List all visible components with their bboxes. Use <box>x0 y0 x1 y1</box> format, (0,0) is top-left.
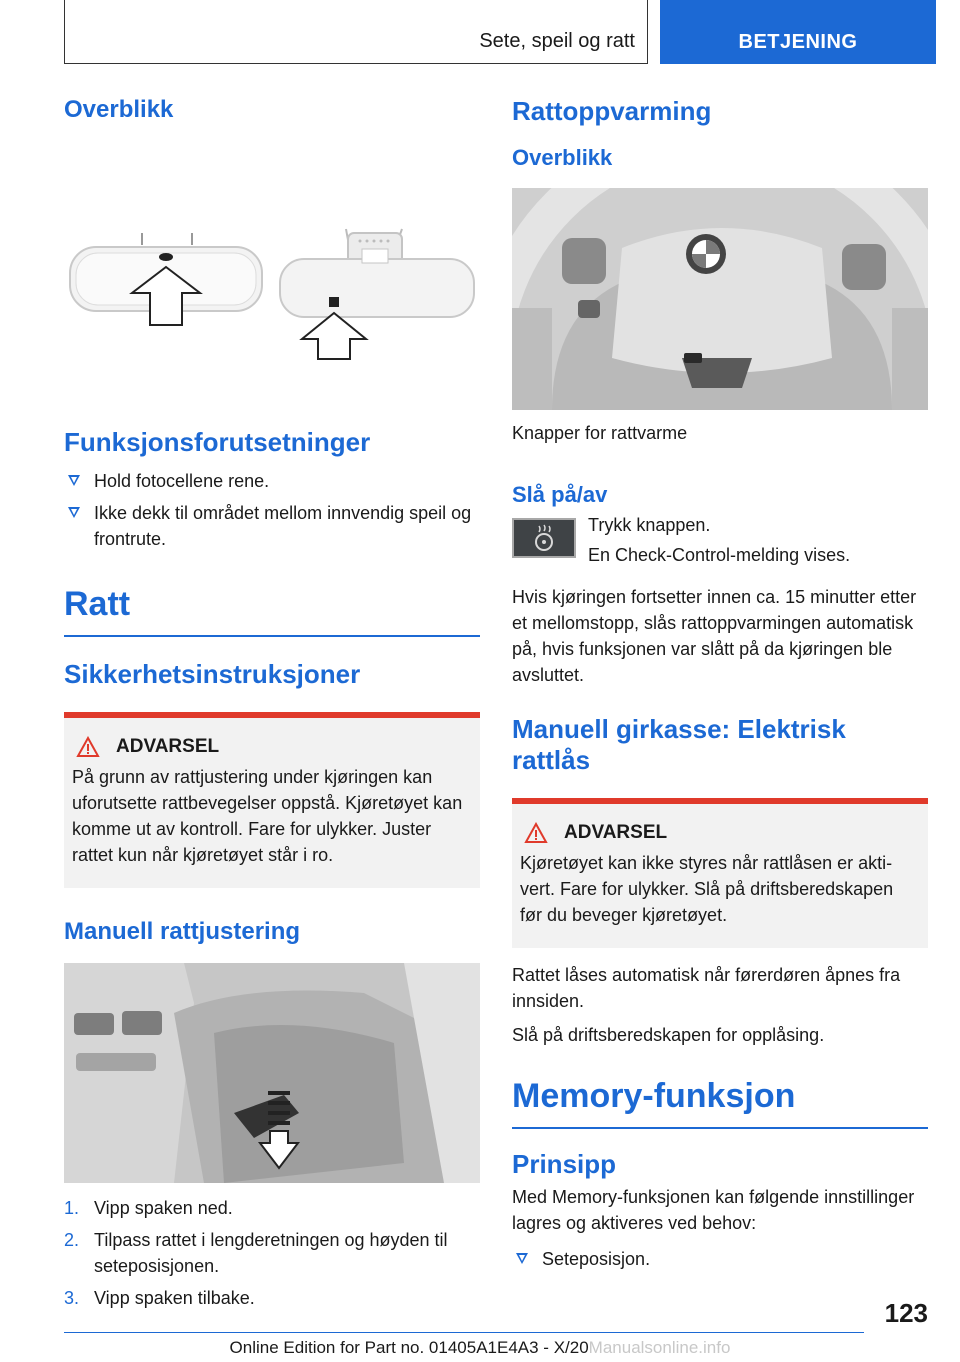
ratt-heading: Ratt <box>64 584 480 637</box>
page-number: 123 <box>884 1298 928 1328</box>
steering-heat-icon <box>529 524 559 552</box>
figure-caption: Knapper for rattvarme <box>512 422 688 443</box>
footer-watermark: Manualsonline.info <box>588 1338 731 1357</box>
list-item: Hold fotocellene rene. <box>64 468 480 494</box>
opplaasing-body: Slå på driftsberedskapen for opplåsing. <box>512 1025 825 1046</box>
bullet-triangle-icon <box>516 1253 528 1264</box>
left-column <box>64 96 480 1317</box>
slaa-paa-av-heading: Slå på/av <box>512 481 608 507</box>
memory-body: Med Memory-funksjonen kan følgende innstillinger lagres og aktiveres ved behov: <box>512 1187 915 1234</box>
bullet-triangle-icon <box>68 507 80 518</box>
steering-wheel-illustration <box>512 188 928 410</box>
header-section-box <box>64 0 648 64</box>
memory-list <box>512 1246 928 1272</box>
footer <box>0 1338 960 1358</box>
list-item: 3. Vipp spaken tilbake. <box>64 1287 255 1308</box>
funksjon-list <box>64 468 480 552</box>
heat-button-row <box>512 514 928 568</box>
warning-box <box>512 798 928 948</box>
header-section-title: Sete, speil og ratt <box>479 30 635 52</box>
footer-edition: Online Edition for Part no. 01405A1E4A3 - X/20 <box>229 1338 589 1357</box>
steering-lever-illustration <box>64 963 480 1183</box>
memory-funksjon-heading: Memory-funksjon <box>512 1076 928 1129</box>
rattoppvarming-heading: Rattoppvarming <box>512 96 712 126</box>
list-item: 1. Vipp spaken ned. <box>64 1197 233 1218</box>
list-item: 2. Tilpass rattet i lengderetningen og høyden til seteposisjonen. <box>64 1229 448 1276</box>
funksjonsforutsetninger-heading: Funksjonsforutsetninger <box>64 426 371 457</box>
warning-text: Kjøretøyet kan ikke styres når rattlåsen er aktivert. Fare for ulykker. Slå på driftsberedskapen før du beveger kjøretøyet. <box>520 853 894 926</box>
footer-divider <box>64 1332 864 1333</box>
warning-text: På grunn av rattjustering under kjøringen kan uforutsette rattbevegelser oppstå. Kjøretøyet kan komme ut av kontroll. Fare for ulykker. Juster rattet kun når kjøretøyet står i ro. <box>72 766 463 865</box>
warning-triangle-icon <box>76 736 100 758</box>
rattlaas-body: Rattet låses automatisk når førerdøren åpnes fra innsiden. <box>512 965 901 1012</box>
steering-heat-button[interactable] <box>512 518 576 558</box>
warning-label: ADVARSEL <box>116 735 220 757</box>
overblikk-heading: Overblikk <box>64 96 174 123</box>
mirror-figure <box>64 133 480 373</box>
slaa-instruction: Trykk knappen. <box>588 514 711 535</box>
header-chapter-tab[interactable]: BETJENING <box>660 0 936 64</box>
steps-list <box>64 1195 480 1311</box>
rattoppvarming-body: Hvis kjøringen fortsetter innen ca. 15 minutter etter et mellomstopp, slås rattoppvarmingen automatisk på, hvis funksjonen var slått på da kjøringen ble avsluttet. <box>512 586 917 685</box>
bullet-triangle-icon <box>68 475 80 486</box>
slaa-message: En Check-Control-melding vises. <box>588 544 851 565</box>
overblikk-subheading: Overblikk <box>512 145 613 171</box>
prinsipp-heading: Prinsipp <box>512 1149 617 1180</box>
manuell-rattjustering-heading: Manuell rattjustering <box>64 917 301 945</box>
right-column <box>512 96 928 1278</box>
mirror-illustration <box>64 133 480 373</box>
list-item: Ikke dekk til området mellom innvendig speil og frontrute. <box>64 500 480 552</box>
warning-label: ADVARSEL <box>564 822 668 844</box>
sikkerhet-heading: Sikkerhetsinstruksjoner <box>64 658 361 689</box>
warning-box <box>64 712 480 888</box>
girkasse-heading: Manuell girkasse: Elektrisk rattlås <box>512 713 846 776</box>
list-item: Seteposisjon. <box>512 1246 928 1272</box>
steering-wheel-figure <box>512 188 928 410</box>
steering-lever-figure <box>64 963 480 1183</box>
warning-triangle-icon <box>524 822 548 844</box>
